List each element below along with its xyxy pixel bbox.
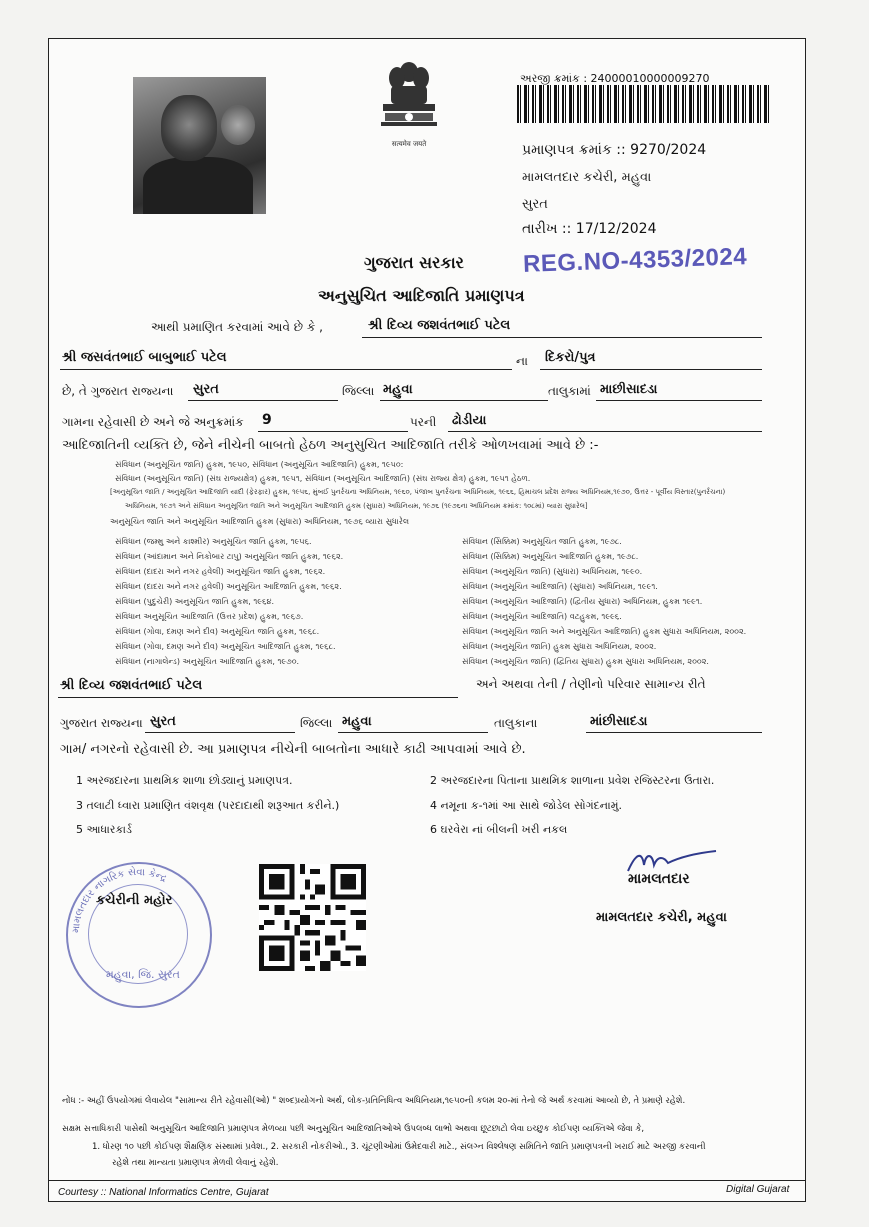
order-left: સંવિધાન (ગોવા, દમણ અને દીવ) અનુસૂચિત જાતિ હુકમ, ૧૯૬૮.: [115, 627, 320, 636]
order-left: સંવિધાન (નાગાલેન્ડ) અનુસૂચિત આદિજાતિ હુકમ, ૧૯૭૦.: [115, 657, 300, 666]
taluka-label: તાલુકામાં: [548, 384, 591, 398]
order-right: સંવિધાન (અનુસૂચિત આદિજાતિ) (દ્વિતીય સુધારા) અધિનિયમ, હુકમ ૧૯૯૧.: [462, 597, 703, 606]
document-item: 2 અરજદારના પિતાના પ્રાથમિક શાળાના પ્રવેશ રજિસ્ટરના ઉતારા.: [430, 774, 715, 787]
order-right: સંવિધાન (અનુસૂચિત જાતિ) (સુધારા) અધિનિયમ, ૧૯૯૦.: [462, 567, 643, 576]
footer-courtesy: Courtesy :: National Informatics Centre, Gujarat: [58, 1187, 269, 1198]
note-purposes: 1. ધોરણ ૧૦ પછી કોઈપણ શૈક્ષણિક સંસ્થામાં પ્રવેશ., 2. સરકારી નોકરીઓ., 3. ચૂંટણીઓમાં ઉમેદવારી માટે., સંલગ્ન વિશ્લેષણ સમિતિને જાતિ પ્રમાણપત્રની ખરાઈ માટે અરજી કરવાની: [92, 1142, 706, 1152]
emblem-motto: सत्यमेव जयते: [391, 140, 427, 148]
order-left: સંવિધાન (આંદામાન અને નિકોબાર ટાપુ) અનુસૂચિત જાતિ હુકમ, ૧૯૬૨.: [115, 552, 344, 561]
relation: દિકરો/પુત્ર: [545, 350, 596, 365]
order-right: સંવિધાન (અનુસૂચિત જાતિ) હુકમ સુધારા અધિનિયમ, ૨૦૦૨.: [462, 642, 657, 651]
resident-district-label: જિલ્લા: [300, 716, 333, 730]
order-right: સંવિધાન (અનુસૂચિત આદિજાતિ) વટહુકમ, ૧૯૯૬.: [462, 612, 622, 621]
order-right: સંવિધાન (અનુસૂચિત જાતિ અને અનુસૂચિત આદિજાતિ) હુકમ સુધારા અધિનિયમ, ૨૦૦૨.: [462, 627, 747, 636]
family-text: અને અથવા તેની / તેણીનો પરિવાર સામાન્ય રીતે: [476, 677, 706, 691]
document-item: 1 અરજદારના પ્રાથમિક શાળા છોડ્યાનું પ્રમાણપત્ર.: [76, 774, 293, 787]
person-name: શ્રી દિવ્ય જશવંતભાઈ પટેલ: [368, 318, 511, 333]
applicant-photo: [133, 77, 266, 214]
resident-district: સુરત: [150, 714, 176, 729]
parent-name: શ્રી જસવંતભાઈ બાબુભાઈ પટેલ: [62, 350, 227, 365]
registration-number-stamp: REG.NO-4353/2024: [522, 243, 748, 278]
na-label: ના: [516, 354, 528, 368]
taluka-value: મહુવા: [383, 382, 413, 397]
note-validity: રહેશે તથા માન્યતા પ્રમાણપત્ર મેળવી લેવાનું રહેશે.: [112, 1158, 279, 1168]
district-label: જિલ્લા: [342, 384, 375, 398]
order-left: સંવિધાન (દાદરા અને નગર હવેલી) અનુસૂચિત જાતિ હુકમ, ૧૯૬૨.: [115, 567, 326, 576]
document-item: 6 ઘરવેરા નાં બીલની ખરી નકલ: [430, 823, 568, 836]
order-left: સંવિધાન (ગોવા, દમણ અને દીવ) અનુસૂચિત આદિજાતિ હુકમ, ૧૯૬૮.: [115, 642, 336, 651]
footer-brand: Digital Gujarat: [726, 1184, 790, 1195]
document-item: 3 તલાટી ધ્વારા પ્રમાણિત વંશવૃક્ષ (પરદાદાથી શરૂઆત કરીને.): [76, 799, 340, 812]
note-benefits: સક્ષમ સત્તાધિકારી પાસેથી અનુસૂચિત આદિજાતિ પ્રમાણપત્ર મેળવ્યા પછી અનુસૂચિત આદિજાતિઓએ ઉપલબ્ધ લાભો અથવા છૂટછાટો લેવા ઇચ્છુક કોઈપણ વ્યક્તિએ જેવા કે,: [62, 1124, 645, 1134]
order-right: સંવિધાન (સિક્કિમ) અનુસૂચિત આદિજાતિ હુકમ, ૧૯૭૮.: [462, 552, 639, 561]
document-item: 5 આધારકાર્ડ: [76, 823, 132, 836]
signatory-office: મામલતદાર કચેરી, મહુવા: [596, 910, 727, 925]
order-left: સંવિધાન (જમ્મુ અને કાશ્મીર) અનુસૂચિત જાતિ હુકમ, ૧૯૫૬.: [115, 537, 312, 546]
tribe-label: પરની: [410, 415, 437, 429]
order-left: સંવિધાન અનુસૂચિત આદિજાતિ (ઉત્તર પ્રદેશ) હુકમ, ૧૯૬૭.: [115, 612, 304, 621]
order-line: અધિનિયમ, ૧૯૭૧ અને સંવિધાન અનુસૂચિત જાતિ અને અનુસૂચિત આદિજાતિ હુકમ (સુધારા) અધિનિયમ, ૧૯૭૬ (૧૯૭૬ના અધિનિયમ ક્રમાંક: ૧૦૮માં) વ્યારા સુધારેલ]: [125, 502, 588, 510]
village-suffix: ગામના રહેવાસી છે અને જે અનુક્રમાંક: [62, 415, 244, 429]
serial-number: 9: [262, 412, 272, 428]
tribe-name: ઢોડીયા: [452, 413, 487, 428]
village-value: માછીસાદડા: [600, 382, 658, 397]
issue-date: તારીખ :: 17/12/2024: [522, 221, 657, 237]
note-residency: નોંધ :- અહીં ઉપયોગમાં લેવાયેલ "સામાન્ય રીતે રહેવાસી(ઓ) " શબ્દપ્રયોગનો અર્થ, લોક-પ્રતિનિધિત્વ અધિનિયમ,૧૯૫૦ની કલમ ૨૦-માં તેનો જે અર્થ કરવામાં આવ્યો છે, તે પ્રમાણે રહેશે.: [62, 1096, 686, 1106]
certify-prefix: આથી પ્રમાણિત કરવામાં આવે છે કે ,: [151, 320, 323, 334]
resident-sentence: ગામ/ નગરનો રહેવાસી છે. આ પ્રમાણપત્ર નીચેની બાબતોના આધારે કાઢી આપવામાં આવે છે.: [60, 742, 526, 757]
certificate-number: પ્રમાણપત્ર ક્રમાંક :: 9270/2024: [522, 142, 707, 158]
resident-taluka-label: તાલુકાના: [494, 716, 538, 730]
seal-label: કચેરીની મહોર: [96, 893, 173, 908]
government-title: ગુજરાત સરકાર: [364, 253, 464, 272]
resident-state-prefix: ગુજરાત રાજ્યના: [60, 716, 143, 730]
seal-place: મહુવા, જિ. સુરત: [106, 968, 180, 981]
resident-village: માંછીસાદડા: [590, 714, 648, 729]
resident-name: શ્રી દિવ્ય જશવંતભાઈ પટેલ: [60, 678, 203, 693]
issuing-office: મામલતદાર કચેરી, મહુવા: [522, 170, 652, 185]
order-line: અનુસૂચિત જાતિ અને અનુસૂચિત આદિજાતિ હુકમ (સુધારા) અધિનિયમ, ૧૯૭૬ વ્યારા સુધારેલ: [110, 517, 409, 526]
qr-code: [259, 864, 366, 971]
order-left: સંવિધાન (પુદુચેરી) અનુસૂચિત જાતિ હુકમ, ૧૯૬૪.: [115, 597, 274, 606]
order-line: [અનુસૂચિત જાતિ / અનુસૂચિત આદિજાતિ યાદી (ફેરફાર) હુકમ, ૧૯૫૬, મુંબઈ પુનર્રચના અધિનિયમ, ૧૯૬૦, પંજાબ પુનર્રચના અધિનિયમ, ૧૯૬૬, હિમાચલ પ્રદેશ રાજ્ય અધિનિયમ,૧૯૭૦, ઉત્તર - પૂર્વીય વિસ્તાર(પુનર્રચના): [110, 488, 726, 496]
tribe-sentence: આદિજાતિની વ્યક્તિ છે, જેને નીચેની બાબતો હેઠળ અનુસુચિત આદિજાતિ તરીકે ઓળખવામાં આવે છે :-: [62, 438, 599, 453]
certificate-title: અનુસુચિત આદિજાતિ પ્રમાણપત્ર: [318, 286, 525, 305]
district-value: સુરત: [193, 382, 219, 397]
svg-text:મામલતદાર નાગરિક સેવા કેન્દ્ર: મામલતદાર નાગરિક સેવા કેન્દ્ર: [70, 866, 169, 934]
seal-ring-text: [66, 862, 208, 1004]
order-right: સંવિધાન (સિક્કિમ) અનુસૂચિત જાતિ હુકમ, ૧૯૭૮.: [462, 537, 622, 546]
application-number: અરજી ક્રમાંક : 24000010000009270: [520, 72, 710, 85]
resident-taluka: મહુવા: [342, 714, 372, 729]
order-right: સંવિધાન (અનુસૂચિત જાતિ) (દ્વિતિય સુધારા) હુકમ સુધારા અધિનિયમ, ૨૦૦૨.: [462, 657, 709, 666]
signatory-title: મામલતદાર: [628, 871, 690, 887]
state-prefix: છે, તે ગુજરાત રાજ્યના: [62, 384, 174, 398]
order-right: સંવિધાન (અનુસૂચિત આદિજાતિ) (સુધારા) અધિનિયમ, ૧૯૯૧.: [462, 582, 658, 591]
order-line: સંવિધાન (અનુસૂચિત જાતિ) (સંઘ રાજ્યક્ષેત્ર) હુકમ, ૧૯૫૧, સંવિધાન (અનુસૂચિત આદિજાતિ) (સંઘ રાજ્ય ક્ષેત્ર) હુકમ, ૧૯૫૧ હેઠળ.: [115, 474, 531, 483]
document-item: 4 નમૂના ક-૧માં આ સાથે જોડેલ સોગંદનામું.: [430, 799, 622, 812]
order-line: સંવિધાન (અનુસૂચિત જાતિ) હુકમ, ૧૯૫૦, સંવિધાન (અનુસૂચિત આદિજાતિ) હુકમ, ૧૯૫૦:: [115, 460, 404, 469]
district-header: સુરત: [522, 197, 548, 212]
barcode: [517, 85, 769, 123]
order-left: સંવિધાન (દાદરા અને નગર હવેલી) અનુસૂચિત આદિજાતિ હુકમ, ૧૯૬૨.: [115, 582, 342, 591]
national-emblem-icon: [375, 58, 443, 150]
